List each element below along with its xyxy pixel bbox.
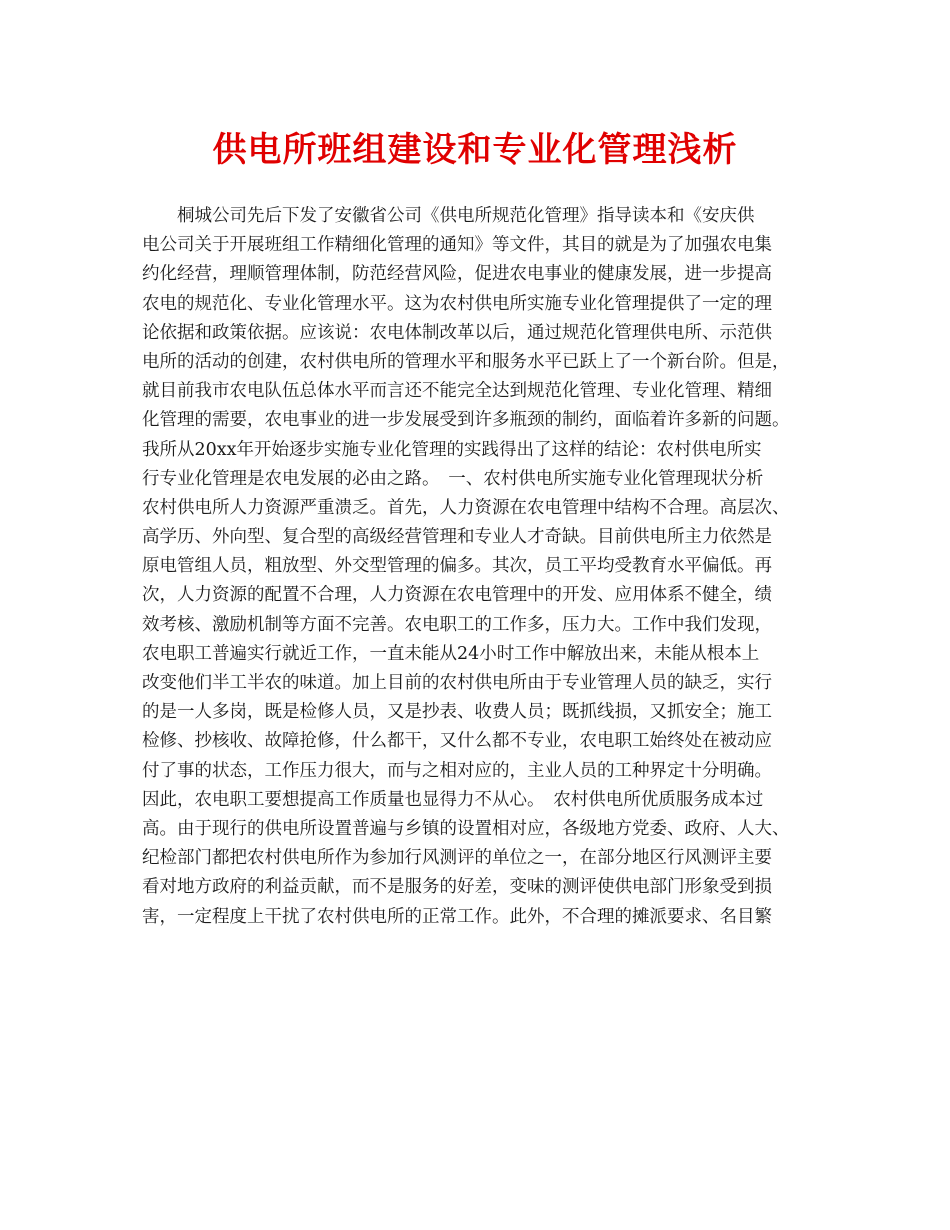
body-line: 纪检部门都把农村供电所作为参加行风测评的单位之一，在部分地区行风测评主要 <box>142 848 772 869</box>
body-line: 我所从20xx年开始逐步实施专业化管理的实践得出了这样的结论：农村供电所实 <box>142 439 762 460</box>
body-line: 就目前我市农电队伍总体水平而言还不能完全达到规范化管理、专业化管理、精细 <box>142 381 772 402</box>
body-line: 高。由于现行的供电所设置普遍与乡镇的设置相对应，各级地方党委、政府、人大、 <box>142 818 790 839</box>
body-line: 电所的活动的创建，农村供电所的管理水平和服务水平已跃上了一个新台阶。但是， <box>142 351 790 372</box>
body-line: 次，人力资源的配置不合理，人力资源在农电管理中的开发、应用体系不健全，绩 <box>142 585 772 606</box>
body-line: 农电的规范化、专业化管理水平。这为农村供电所实施专业化管理提供了一定的理 <box>142 293 772 314</box>
body-line: 原电管组人员，粗放型、外交型管理的偏多。其次，员工平均受教育水平偏低。再 <box>142 556 772 577</box>
body-line: 农村供电所人力资源严重溃乏。首先，人力资源在农电管理中结构不合理。高层次、 <box>142 497 790 518</box>
document-title: 供电所班组建设和专业化管理浅析 <box>212 130 738 170</box>
body-line: 效考核、激励机制等方面不完善。农电职工的工作多，压力大。工作中我们发现， <box>142 614 772 635</box>
document-body <box>142 202 842 932</box>
body-line: 改变他们半工半农的味道。加上目前的农村供电所由于专业管理人员的缺乏，实行 <box>142 673 772 693</box>
body-line: 约化经营，理顺管理体制，防范经营风险，促进农电事业的健康发展，进一步提高 <box>142 264 772 285</box>
body-line: 电公司关于开展班组工作精细化管理的通知》等文件，其目的就是为了加强农电集 <box>142 235 772 256</box>
body-line: 论依据和政策依据。应该说：农电体制改革以后，通过规范化管理供电所、示范供 <box>142 322 772 343</box>
body-line: 高学历、外向型、复合型的高级经营管理和专业人才奇缺。目前供电所主力依然是 <box>142 527 772 548</box>
body-line: 害，一定程度上干扰了农村供电所的正常工作。此外，不合理的摊派要求、名目繁 <box>142 906 772 927</box>
body-line: 化管理的需要，农电事业的进一步发展受到许多瓶颈的制约，面临着许多新的问题。 <box>142 410 790 431</box>
body-line: 检修、抄核收、故障抢修，什么都干，又什么都不专业，农电职工始终处在被动应 <box>142 731 772 752</box>
body-line: 付了事的状态，工作压力很大，而与之相对应的，主业人员的工种界定十分明确。 <box>142 760 772 781</box>
body-line: 桐城公司先后下发了安徽省公司《供电所规范化管理》指导读本和《安庆供 <box>142 206 755 226</box>
body-line: 看对地方政府的利益贡献，而不是服务的好差，变味的测评使供电部门形象受到损 <box>142 877 772 898</box>
body-line: 行专业化管理是农电发展的必由之路。 一、农村供电所实施专业化管理现状分析 <box>142 468 764 489</box>
body-line: 的是一人多岗，既是检修人员，又是抄表、收费人员；既抓线损，又抓安全；施工 <box>142 702 772 723</box>
body-line: 因此，农电职工要想提高工作质量也显得力不从心。 农村供电所优质服务成本过 <box>142 789 764 810</box>
body-line: 农电职工普遍实行就近工作，一直未能从24小时工作中解放出来，未能从根本上 <box>142 643 760 664</box>
